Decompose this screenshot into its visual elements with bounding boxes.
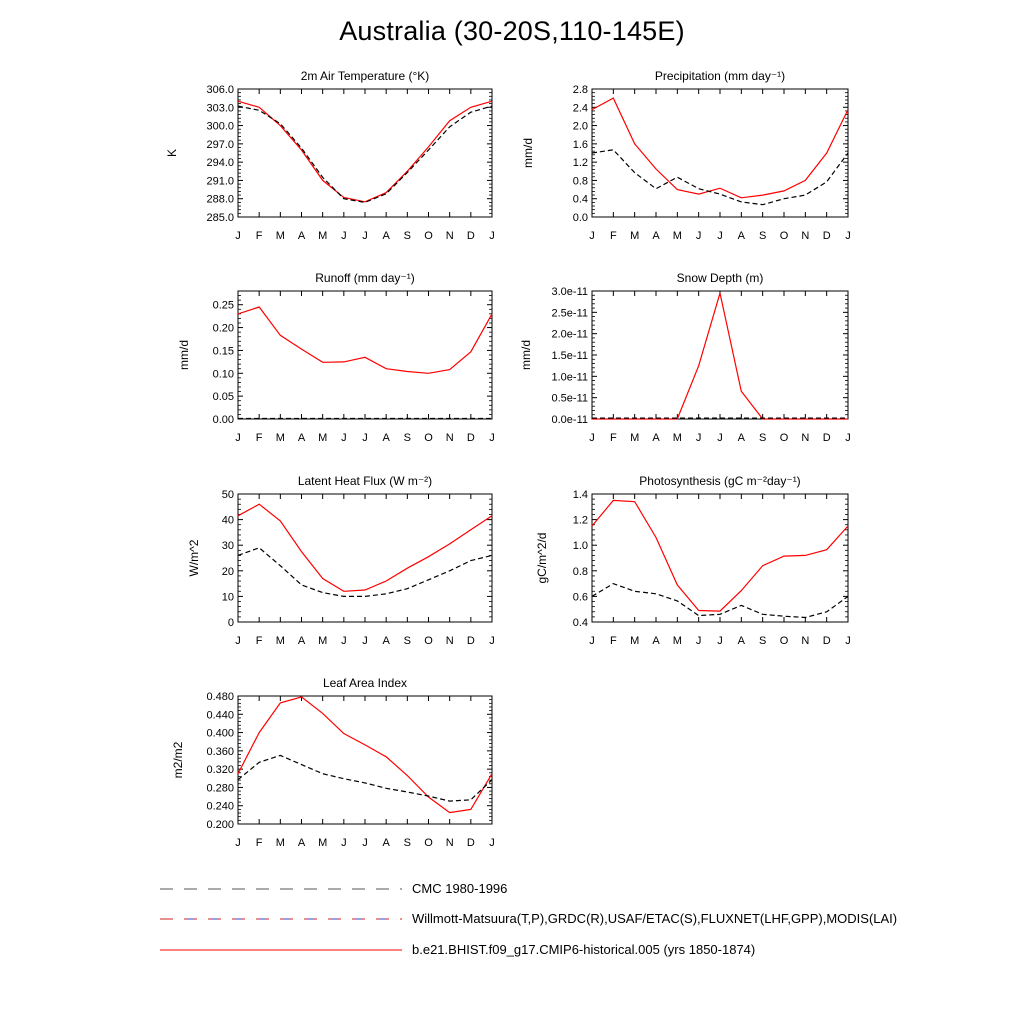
x-tick-label: A [382, 837, 390, 849]
y-tick-label: 0.10 [212, 368, 234, 381]
x-tick-label: A [652, 230, 660, 242]
y-tick-label: 306.0 [206, 84, 234, 96]
y-tick-label: 0.440 [206, 709, 234, 722]
x-tick-label: M [275, 635, 285, 647]
y-tick-label: 0.15 [212, 345, 234, 358]
series-line-model [238, 504, 492, 591]
x-tick-label: J [695, 230, 702, 242]
plot-frame [238, 291, 492, 419]
x-tick-label: A [297, 432, 306, 444]
y-tick-label: 1.4 [572, 489, 588, 501]
x-tick-label: J [362, 432, 368, 444]
y-tick-label: 2.8 [572, 84, 588, 96]
y-axis-label: gC/m^2/d [535, 532, 549, 584]
x-tick-label: J [489, 635, 495, 647]
series-line-model [592, 98, 848, 198]
x-tick-label: J [341, 230, 347, 242]
x-tick-label: A [652, 635, 660, 647]
x-tick-label: J [362, 230, 368, 242]
x-tick-label: N [445, 837, 454, 849]
panel-title: Leaf Area Index [322, 676, 408, 690]
x-tick-label: J [845, 230, 851, 242]
series-line-observed [238, 106, 492, 202]
panel-title: Precipitation (mm day⁻¹) [654, 69, 786, 83]
y-tick-label: 30 [221, 540, 234, 553]
y-tick-label: 0.0 [572, 212, 588, 224]
x-tick-label: N [801, 635, 810, 647]
x-tick-label: M [275, 432, 285, 444]
legend-label-model: b.e21.BHIST.f09_g17.CMIP6-historical.005 (yrs 1850-1874) [412, 942, 756, 957]
x-tick-label: J [362, 635, 368, 647]
series-line-model [238, 307, 492, 373]
y-tick-label: 285.0 [206, 212, 234, 224]
x-tick-label: M [318, 230, 328, 242]
x-tick-label: O [779, 432, 789, 444]
series-line-observed [592, 584, 848, 618]
x-tick-label: S [403, 432, 412, 444]
y-tick-label: 1.2 [572, 157, 588, 170]
plot-frame [238, 494, 492, 622]
x-tick-label: D [466, 837, 475, 849]
y-tick-label: 0.25 [212, 299, 234, 312]
y-tick-label: 294.0 [206, 157, 234, 170]
x-tick-label: D [466, 230, 475, 242]
x-tick-label: O [424, 635, 433, 647]
legend-line-model [0, 943, 410, 957]
x-tick-label: M [672, 230, 682, 242]
legend-line-observations [0, 912, 410, 926]
y-tick-label: 20 [221, 565, 234, 578]
x-tick-label: N [445, 230, 454, 242]
x-tick-label: A [297, 635, 306, 647]
x-tick-label: F [609, 635, 617, 647]
y-tick-label: 0.4 [572, 193, 588, 206]
x-tick-label: O [424, 837, 433, 849]
x-tick-label: N [801, 432, 810, 444]
y-tick-label: 1.2 [572, 514, 588, 527]
y-tick-label: 3.0e-11 [551, 286, 588, 298]
x-tick-label: J [589, 230, 595, 242]
x-tick-label: F [255, 837, 263, 849]
legend-label-cmc: CMC 1980-1996 [412, 881, 508, 896]
y-tick-label: 2.0 [572, 120, 588, 133]
x-tick-label: M [275, 837, 285, 849]
y-tick-label: 297.0 [206, 138, 234, 151]
y-tick-label: 0.0e-11 [551, 414, 588, 426]
y-tick-label: 0.360 [206, 745, 234, 758]
plot-frame [238, 696, 492, 824]
x-tick-label: M [630, 432, 640, 444]
series-line-observed [238, 548, 492, 597]
x-tick-label: A [297, 837, 306, 849]
y-tick-label: 1.0 [572, 540, 588, 553]
x-tick-label: O [424, 230, 433, 242]
x-tick-label: A [382, 432, 390, 444]
x-tick-label: M [630, 230, 640, 242]
x-tick-label: S [758, 635, 767, 647]
y-tick-label: 40 [221, 514, 234, 527]
x-tick-label: O [424, 432, 433, 444]
y-tick-label: 288.0 [206, 193, 234, 206]
x-tick-label: J [589, 432, 595, 444]
x-tick-label: J [717, 432, 723, 444]
x-tick-label: J [235, 432, 241, 444]
x-tick-label: J [489, 230, 495, 242]
plot-frame [238, 89, 492, 217]
x-tick-label: J [695, 432, 702, 444]
panel-title: Runoff (mm day⁻¹) [315, 271, 415, 285]
x-tick-label: A [652, 432, 660, 444]
y-axis-label: mm/d [177, 340, 191, 370]
y-tick-label: 300.0 [206, 120, 234, 133]
y-tick-label: 0.00 [212, 414, 234, 426]
y-tick-label: 0.20 [212, 322, 234, 335]
series-line-model [238, 697, 492, 813]
x-tick-label: S [403, 230, 412, 242]
x-tick-label: A [297, 230, 306, 242]
x-tick-label: D [466, 432, 475, 444]
y-tick-label: 2.4 [572, 102, 588, 115]
x-tick-label: J [235, 837, 241, 849]
x-tick-label: J [362, 837, 368, 849]
panel-title: 2m Air Temperature (°K) [300, 69, 430, 83]
y-tick-label: 0.480 [206, 691, 234, 703]
y-tick-label: 0 [227, 617, 234, 629]
y-tick-label: 291.0 [206, 175, 234, 188]
panel-title: Latent Heat Flux (W m⁻²) [297, 474, 433, 488]
x-tick-label: M [672, 635, 682, 647]
x-tick-label: O [779, 230, 789, 242]
series-line-observed [592, 150, 848, 205]
y-tick-label: 0.200 [206, 819, 234, 831]
y-tick-label: 303.0 [206, 102, 234, 115]
panel-title: Snow Depth (m) [676, 271, 764, 285]
x-tick-label: J [341, 635, 347, 647]
x-tick-label: J [717, 230, 723, 242]
y-tick-label: 0.6 [572, 591, 588, 604]
x-tick-label: S [403, 837, 412, 849]
x-tick-label: J [341, 432, 347, 444]
x-tick-label: F [255, 432, 263, 444]
plot-frame [592, 494, 848, 622]
x-tick-label: J [845, 635, 851, 647]
x-tick-label: A [737, 432, 746, 444]
y-tick-label: 2.5e-11 [551, 307, 588, 320]
x-tick-label: D [822, 230, 831, 242]
y-tick-label: 0.240 [206, 800, 234, 813]
x-tick-label: A [382, 230, 390, 242]
x-tick-label: J [235, 635, 241, 647]
page-title: Australia (30-20S,110-145E) [339, 16, 685, 46]
y-tick-label: 10 [221, 591, 234, 604]
legend-label-observations: Willmott-Matsuura(T,P),GRDC(R),USAF/ETAC(S),FLUXNET(LHF,GPP),MODIS(LAI) [412, 911, 898, 926]
y-tick-label: 0.8 [572, 175, 588, 188]
x-tick-label: J [341, 837, 347, 849]
x-tick-label: A [737, 230, 746, 242]
x-tick-label: D [466, 635, 475, 647]
x-tick-label: J [717, 635, 723, 647]
y-axis-label: W/m^2 [187, 539, 201, 577]
x-tick-label: S [758, 432, 767, 444]
x-tick-label: N [445, 432, 454, 444]
plot-frame [592, 291, 848, 419]
legend-line-cmc [0, 882, 410, 896]
y-axis-label: m2/m2 [171, 741, 185, 779]
x-tick-label: A [737, 635, 746, 647]
x-tick-label: M [318, 837, 328, 849]
x-tick-label: M [672, 432, 682, 444]
x-tick-label: J [235, 230, 241, 242]
x-tick-label: J [695, 635, 702, 647]
y-axis-label: mm/d [519, 340, 533, 370]
y-tick-label: 0.05 [212, 391, 234, 404]
panel-title: Photosynthesis (gC m⁻²day⁻¹) [639, 474, 801, 488]
y-tick-label: 2.0e-11 [551, 328, 588, 341]
x-tick-label: M [318, 432, 328, 444]
x-tick-label: J [489, 837, 495, 849]
series-line-observed [238, 755, 492, 801]
y-tick-label: 1.0e-11 [551, 371, 588, 384]
x-tick-label: J [845, 432, 851, 444]
x-tick-label: F [609, 230, 617, 242]
y-axis-label: K [165, 148, 179, 158]
x-tick-label: F [609, 432, 617, 444]
x-tick-label: O [779, 635, 789, 647]
y-tick-label: 1.5e-11 [551, 350, 588, 362]
x-tick-label: F [255, 635, 263, 647]
x-tick-label: M [630, 635, 640, 647]
x-tick-label: S [758, 230, 767, 242]
y-tick-label: 50 [221, 489, 234, 501]
x-tick-label: A [382, 635, 390, 647]
x-tick-label: J [589, 635, 595, 647]
y-tick-label: 0.320 [206, 764, 234, 777]
x-tick-label: M [275, 230, 285, 242]
y-tick-label: 0.280 [206, 782, 234, 795]
x-tick-label: N [445, 635, 454, 647]
x-tick-label: D [822, 635, 831, 647]
y-tick-label: 0.5e-11 [551, 392, 588, 405]
x-tick-label: D [822, 432, 831, 444]
y-axis-label: mm/d [521, 138, 535, 168]
y-tick-label: 1.6 [572, 138, 588, 151]
x-tick-label: F [255, 230, 263, 242]
series-line-model [592, 500, 848, 611]
series-line-model [238, 101, 492, 202]
x-tick-label: J [489, 432, 495, 444]
y-tick-label: 0.400 [206, 727, 234, 740]
y-tick-label: 0.4 [572, 617, 588, 629]
x-tick-label: S [403, 635, 412, 647]
y-tick-label: 0.8 [572, 565, 588, 578]
x-tick-label: M [318, 635, 328, 647]
series-line-model [592, 293, 848, 419]
plot-frame [592, 89, 848, 217]
x-tick-label: N [801, 230, 810, 242]
